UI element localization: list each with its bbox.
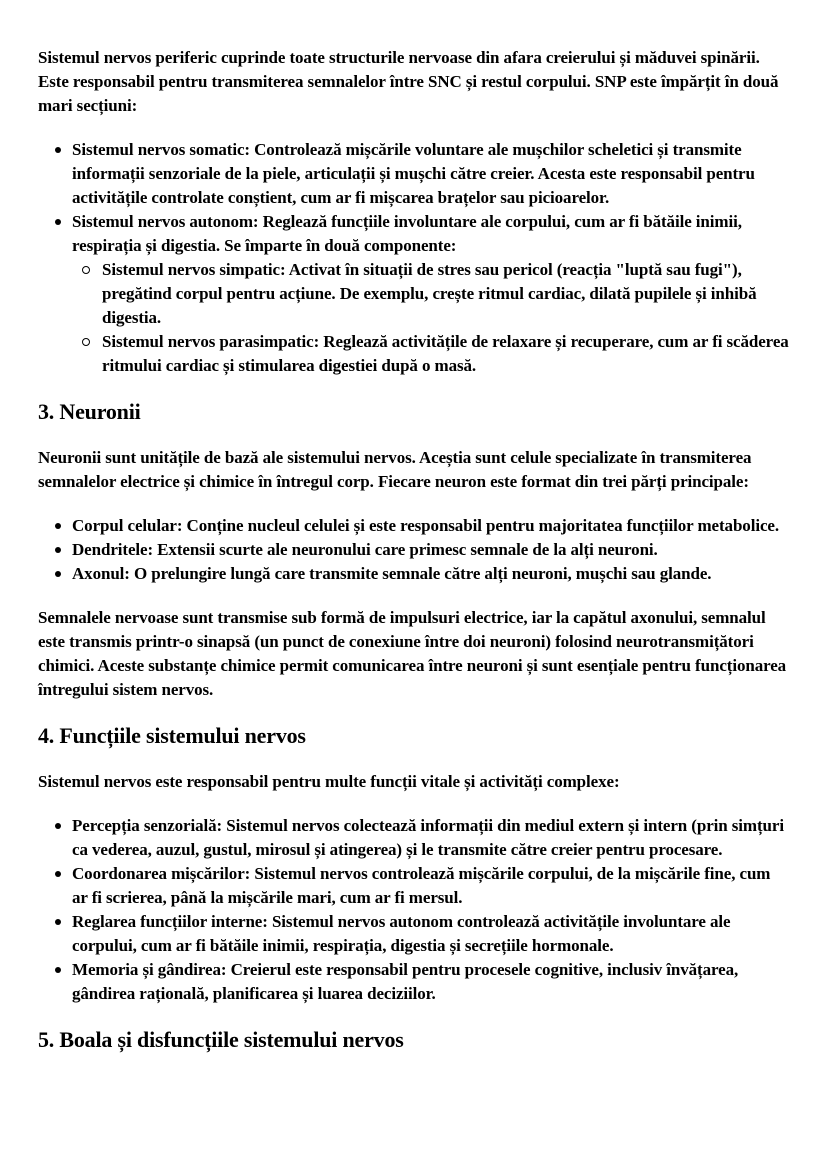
functions-list xyxy=(38,814,790,1006)
list-item-autonom xyxy=(72,210,790,378)
list-item-text: Memoria și gândirea: Creierul este responsabil pentru procesele cognitive, inclusiv învățarea, gândirea rațională, planificarea și luarea deciziilor. xyxy=(72,960,739,1003)
list-item-text: Dendritele: Extensii scurte ale neuronului care primesc semnale de la alți neuroni. xyxy=(72,540,658,559)
list-item-reglarea xyxy=(72,910,790,958)
list-item-corpul-celular xyxy=(72,514,790,538)
circle-bullet-icon xyxy=(82,338,90,346)
list-item-axonul xyxy=(72,562,790,586)
bullet-icon xyxy=(55,823,61,829)
list-item-memoria xyxy=(72,958,790,1006)
list-item-text: Coordonarea mișcărilor: Sistemul nervos controlează mișcările corpului, de la mișcările fine, cum ar fi scrierea, până la mișcările mari, cum ar fi mersul. xyxy=(72,864,771,907)
neuron-parts-list xyxy=(38,514,790,586)
list-item-text: Reglarea funcțiilor interne: Sistemul nervos autonom controlează activitățile involuntare ale corpului, cum ar fi bătăile inimii, respirația, digestia și secrețiile hormonale. xyxy=(72,912,731,955)
list-item-simpatic xyxy=(102,258,790,330)
snp-list xyxy=(38,138,790,378)
bullet-icon xyxy=(55,871,61,877)
section-heading-boala: 5. Boala și disfuncțiile sistemului nervos xyxy=(38,1027,404,1052)
list-item-text: Sistemul nervos simpatic: Activat în situații de stres sau pericol (reacția "luptă sau fugi"), pregătind corpul pentru acțiune. De exemplu, crește ritmul cardiac, dilată pupilele și inhibă digestia. xyxy=(102,260,757,327)
list-item-perceptia xyxy=(72,814,790,862)
list-item-text: Sistemul nervos autonom: Reglează funcțiile involuntare ale corpului, cum ar fi bătăile inimii, respirația și digestia. Se împarte în două componente: xyxy=(72,212,742,255)
list-item-dendritele xyxy=(72,538,790,562)
list-item-somatic xyxy=(72,138,790,210)
snp-sublist xyxy=(72,258,790,378)
bullet-icon xyxy=(55,571,61,577)
list-item-text: Percepția senzorială: Sistemul nervos colectează informații din mediul extern și intern (prin simțuri ca vederea, auzul, gustul, mirosul și atingerea) și le transmite către creier pentru procesare. xyxy=(72,816,784,859)
intro-paragraph: Sistemul nervos periferic cuprinde toate structurile nervoase din afara creierului și măduvei spinării. Este responsabil pentru transmiterea semnalelor între SNC și restul corpului. SNP este împărțit în două mari secțiuni: xyxy=(38,48,779,115)
bullet-icon xyxy=(55,547,61,553)
bullet-icon xyxy=(55,967,61,973)
circle-bullet-icon xyxy=(82,266,90,274)
section-heading-neuronii: 3. Neuronii xyxy=(38,399,141,424)
list-item-coordonarea xyxy=(72,862,790,910)
section-heading-functiile: 4. Funcțiile sistemului nervos xyxy=(38,723,306,748)
list-item-parasimpatic xyxy=(102,330,790,378)
list-item-text: Axonul: O prelungire lungă care transmite semnale către alți neuroni, mușchi sau glande. xyxy=(72,564,712,583)
bullet-icon xyxy=(55,147,61,153)
neurons-intro-paragraph: Neuronii sunt unitățile de bază ale sistemului nervos. Aceștia sunt celule specializate în transmiterea semnalelor electrice și chimice în întregul corp. Fiecare neuron este format din trei părți principale: xyxy=(38,448,752,491)
bullet-icon xyxy=(55,919,61,925)
list-item-text: Sistemul nervos somatic: Controlează mișcările voluntare ale mușchilor scheletici și transmite informații senzoriale de la piele, articulații și mușchi către creier. Acesta este responsabil pentru activitățile controlate conștient, cum ar fi mișcarea brațelor sau picioarelor. xyxy=(72,140,755,207)
functions-intro-paragraph: Sistemul nervos este responsabil pentru multe funcții vitale și activități complexe: xyxy=(38,772,620,791)
signals-paragraph: Semnalele nervoase sunt transmise sub formă de impulsuri electrice, iar la capătul axonului, semnalul este transmis printr-o sinapsă (un punct de conexiune între doi neuroni) folosind neurotransmițători chimici. Aceste substanțe chimice permit comunicarea între neuroni și sunt esențiale pentru funcționarea întregului sistem nervos. xyxy=(38,608,787,699)
list-item-text: Sistemul nervos parasimpatic: Reglează activitățile de relaxare și recuperare, cum ar fi scăderea ritmului cardiac și stimularea digestiei după o masă. xyxy=(102,332,789,375)
bullet-icon xyxy=(55,523,61,529)
list-item-text: Corpul celular: Conține nucleul celulei și este responsabil pentru majoritatea funcțiilor metabolice. xyxy=(72,516,779,535)
bullet-icon xyxy=(55,219,61,225)
